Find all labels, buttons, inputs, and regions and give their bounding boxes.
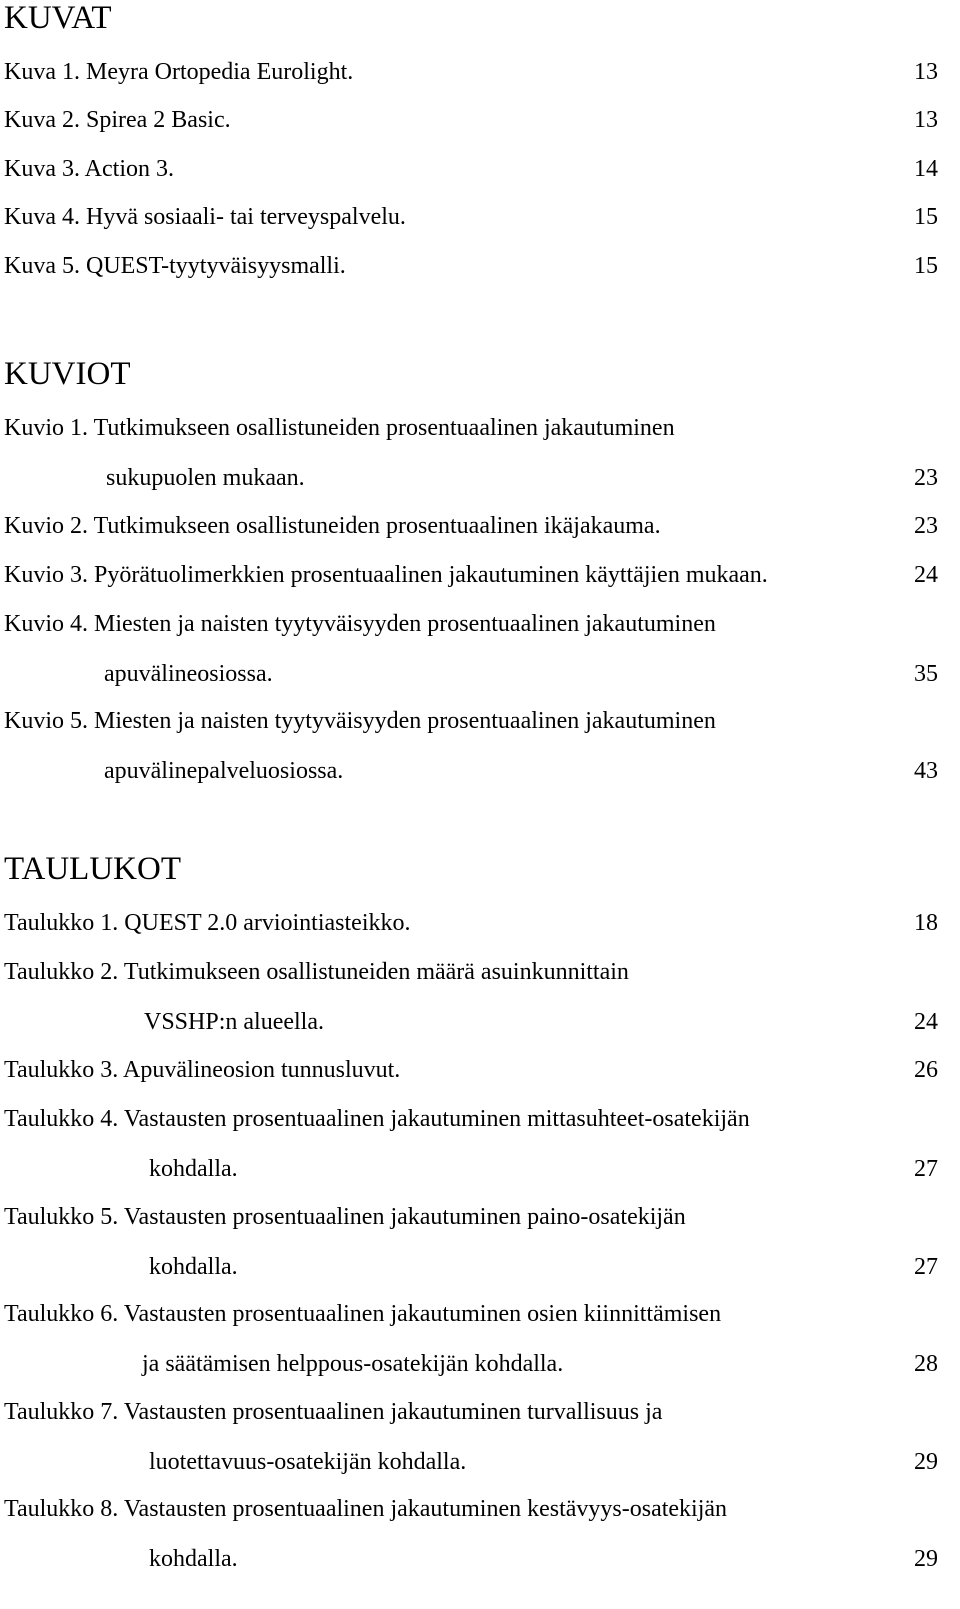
toc-page-number: 27 [914, 1156, 938, 1182]
toc-entry-continuation: kohdalla. [149, 1156, 238, 1182]
toc-entry-text: Taulukko 2. Tutkimukseen osallistuneiden määrä asuinkunnittain [4, 959, 629, 985]
toc-entry-text: Kuva 5. QUEST-tyytyväisyysmalli. [4, 253, 346, 279]
toc-page-number: 18 [914, 910, 938, 936]
toc-entry-text: Taulukko 4. Vastausten prosentuaalinen jakautuminen mittasuhteet-osatekijän [4, 1106, 750, 1132]
toc-entry-continuation: luotettavuus-osatekijän kohdalla. [149, 1449, 467, 1475]
toc-entry-continuation: apuvälineosiossa. [104, 661, 273, 687]
section-heading-taulukot: TAULUKOT [4, 851, 181, 887]
toc-entry-text: Kuva 4. Hyvä sosiaali- tai terveyspalvelu. [4, 204, 406, 230]
toc-page-number: 15 [914, 253, 938, 279]
toc-page-number: 43 [914, 758, 938, 784]
section-heading-kuviot: KUVIOT [4, 356, 131, 392]
toc-entry-continuation: VSSHP:n alueella. [144, 1009, 324, 1035]
toc-page-number: 14 [914, 156, 938, 182]
section-heading-kuvat: KUVAT [4, 0, 112, 36]
toc-entry-kuva-2 [4, 108, 938, 132]
toc-entry-kuva-4 [4, 205, 938, 229]
toc-entry-text: Kuvio 4. Miesten ja naisten tyytyväisyyden prosentuaalinen jakautuminen [4, 611, 716, 637]
toc-entry-continuation: apuvälinepalveluosiossa. [104, 758, 344, 784]
toc-entry-text: Kuvio 5. Miesten ja naisten tyytyväisyyden prosentuaalinen jakautuminen [4, 708, 716, 734]
toc-page-number: 24 [914, 562, 938, 588]
toc-entry-text: Kuva 2. Spirea 2 Basic. [4, 107, 231, 133]
toc-entry-kuva-5 [4, 254, 938, 278]
toc-page-number: 35 [914, 661, 938, 687]
toc-entry-taulukko-3 [4, 1058, 938, 1082]
toc-page-number: 23 [914, 465, 938, 491]
toc-entry-taulukko-1 [4, 911, 938, 935]
toc-entry-continuation: kohdalla. [149, 1254, 238, 1280]
toc-entry-text: Kuva 1. Meyra Ortopedia Eurolight. [4, 59, 354, 85]
toc-entry-taulukko-7 [4, 1400, 938, 1474]
toc-entry-continuation: sukupuolen mukaan. [106, 465, 305, 491]
toc-entry-text: Taulukko 8. Vastausten prosentuaalinen jakautuminen kestävyys-osatekijän [4, 1496, 728, 1522]
toc-entry-taulukko-2 [4, 960, 938, 1034]
toc-entry-taulukko-5 [4, 1205, 938, 1279]
toc-page-number: 28 [914, 1351, 938, 1377]
toc-entry-taulukko-8 [4, 1497, 938, 1571]
toc-page-number: 23 [914, 513, 938, 539]
toc-page-number: 29 [914, 1546, 938, 1572]
toc-entry-continuation: ja säätämisen helppous-osatekijän kohdalla. [142, 1351, 564, 1377]
toc-entry-text: Kuvio 1. Tutkimukseen osallistuneiden prosentuaalinen jakautuminen [4, 415, 675, 441]
toc-entry-kuvio-2 [4, 514, 938, 538]
toc-entry-text: Taulukko 5. Vastausten prosentuaalinen jakautuminen paino-osatekijän [4, 1204, 686, 1230]
toc-entry-kuvio-4 [4, 612, 938, 686]
toc-page-number: 26 [914, 1057, 938, 1083]
toc-entry-text: Taulukko 6. Vastausten prosentuaalinen jakautuminen osien kiinnittämisen [4, 1301, 722, 1327]
toc-entry-kuva-3 [4, 157, 938, 181]
toc-entry-continuation: kohdalla. [149, 1546, 238, 1572]
toc-page-number: 27 [914, 1254, 938, 1280]
toc-entry-kuva-1 [4, 60, 938, 84]
toc-page-number: 15 [914, 204, 938, 230]
toc-entry-kuvio-1 [4, 416, 938, 490]
toc-entry-text: Kuvio 2. Tutkimukseen osallistuneiden prosentuaalinen ikäjakauma. [4, 513, 661, 539]
toc-entry-text: Kuvio 3. Pyörätuolimerkkien prosentuaalinen jakautuminen käyttäjien mukaan. [4, 562, 768, 588]
toc-entry-kuvio-5 [4, 709, 938, 783]
toc-entry-text: Kuva 3. Action 3. [4, 156, 174, 182]
toc-entry-kuvio-3 [4, 563, 938, 587]
toc-page-number: 29 [914, 1449, 938, 1475]
toc-entry-taulukko-4 [4, 1107, 938, 1181]
toc-entry-text: Taulukko 3. Apuvälineosion tunnusluvut. [4, 1057, 401, 1083]
toc-page-number: 24 [914, 1009, 938, 1035]
toc-page-number: 13 [914, 59, 938, 85]
toc-entry-text: Taulukko 7. Vastausten prosentuaalinen jakautuminen turvallisuus ja [4, 1399, 663, 1425]
toc-page-number: 13 [914, 107, 938, 133]
toc-entry-text: Taulukko 1. QUEST 2.0 arviointiasteikko. [4, 910, 411, 936]
toc-entry-taulukko-6 [4, 1302, 938, 1376]
